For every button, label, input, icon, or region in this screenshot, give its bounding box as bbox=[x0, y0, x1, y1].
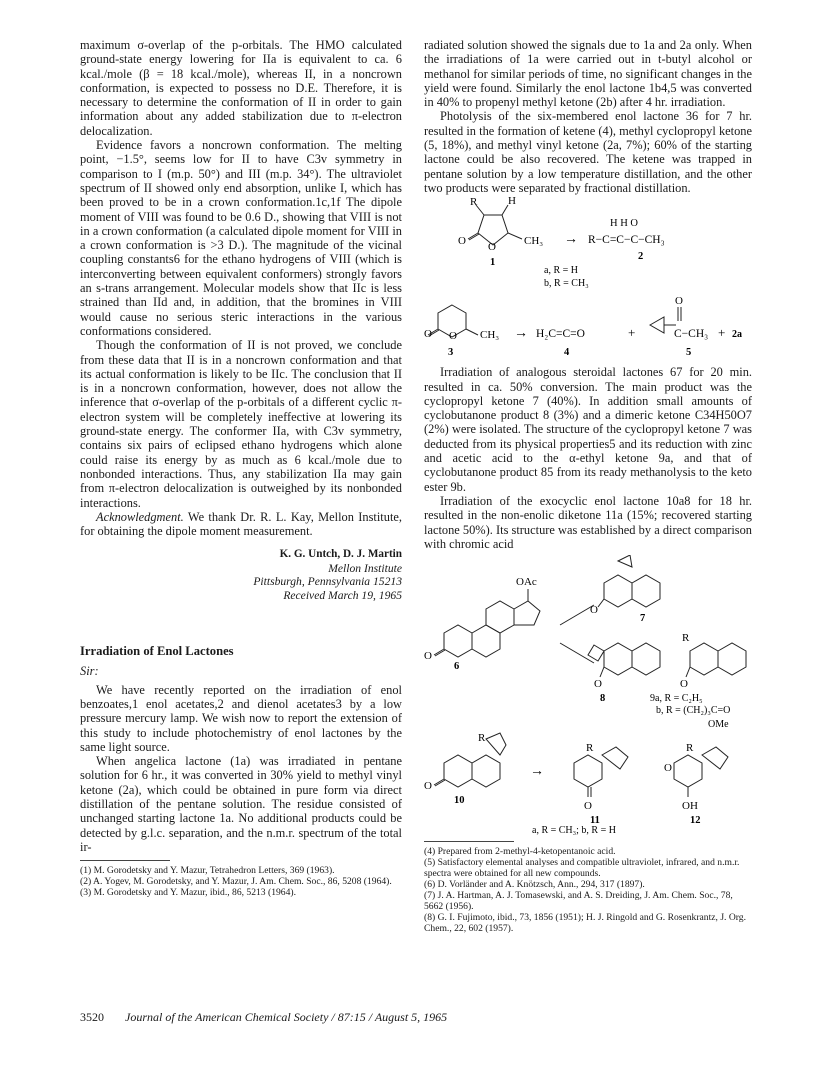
article-title: Irradiation of Enol Lactones bbox=[80, 644, 234, 659]
ome-label: OMe bbox=[708, 719, 729, 731]
oac-label: OAc bbox=[516, 576, 537, 589]
compound-number: 8 bbox=[600, 693, 606, 705]
ch3-label: CH₃ bbox=[480, 329, 500, 342]
plus-sign: + bbox=[628, 325, 636, 341]
oh-label: OH bbox=[682, 800, 698, 813]
substituent-a: a, R = H bbox=[544, 265, 578, 277]
footnote: (3) M. Gorodetsky and Y. Mazur, ibid., 86, 5213 (1964). bbox=[80, 887, 296, 899]
footnote-rule bbox=[80, 860, 170, 861]
r-label: R bbox=[470, 196, 478, 209]
o-label: O bbox=[590, 604, 598, 617]
salutation: Sir: bbox=[80, 664, 99, 679]
h-label: H bbox=[508, 195, 516, 208]
o-label: O bbox=[424, 650, 432, 663]
compound-number: 6 bbox=[454, 661, 460, 673]
paragraph: Though the conformation of II is not proved, we conclude from these data that II is in a noncrown conformation and that its actual conformation is likely to be IIc. The conclusion that II is in a noncrown conformation, however, does not allow the inference that σ-overlap of the p-orbitals of a different cyclic π-electron system will be completely ineffective at lowering its ground-state energy. The conformer IIa, with C3v symmetry, contains six pairs of eclipsed ethano hydrogens which alone could raise its energy by as much as 6 kcal./mole due to nonbonded interactions. Thus, any stabilization IIa may gain from π-electron delocalization is outweighed by its nonbonded interactions. bbox=[80, 338, 402, 510]
o-label: O bbox=[680, 678, 688, 691]
paragraph: When angelica lactone (1a) was irradiated in pentane solution for 6 hr., it was converted in 30% yield to methyl vinyl ketone (2a), which could be obtained in pure form via direct distillation of the pentane solution. The residue consisted of unchanged starting lactone 1a. No additional products could be detected by g.l.c. separation, and the n.m.r. spectrum of the total ir- bbox=[80, 754, 402, 854]
reaction-arrow: → bbox=[514, 326, 528, 342]
r-label: R bbox=[478, 732, 486, 745]
author-signature bbox=[80, 548, 402, 602]
footnote: (6) D. Vorländer and A. Knötzsch, Ann., 294, 317 (1897). bbox=[424, 879, 645, 891]
author-names: K. G. Untch, D. J. Martin bbox=[279, 548, 402, 561]
footnote-rule bbox=[424, 841, 514, 842]
paragraph: radiated solution showed the signals due to 1a and 2a only. When the irradiations of 1a were carried out in t-butyl alcohol or methanol for similar periods of time, no significant changes in the yield were found. Similarly the enol lactone 1b4,5 was converted in 40% to propenyl methyl ketone (2b) after 4 hr. irradiation. bbox=[424, 38, 752, 110]
plus-sign: + bbox=[718, 325, 726, 341]
compound-number: 3 bbox=[448, 347, 454, 359]
footnote: (4) Prepared from 2-methyl-4-ketopentanoic acid. bbox=[424, 846, 616, 858]
paragraph: Irradiation of analogous steroidal lactones 67 for 20 min. resulted in ca. 50% conversion. The main product was the cyclopropyl ketone 7 (40%). In addition small amounts of cyclobutanone product 8 (3%) and a dimeric ketone C34H50O7 (2%) were isolated. The structure of the cyclopropyl ketone 7 was deducted from its physical properties5 and its reduction with zinc and acetic acid to the α-ethyl ketone 9a, and that of cyclobutanone product 85 from its ready methanolysis to the keto ester 9b. bbox=[424, 365, 752, 494]
product-formula: R−C=C−C−CH₃ bbox=[588, 234, 665, 247]
o-label: O bbox=[675, 295, 683, 308]
compound-number: 2 bbox=[638, 251, 644, 263]
compound-number: 7 bbox=[640, 613, 646, 625]
acknowledgment bbox=[80, 510, 402, 539]
label-9a: 9a, R = C₂H₅ bbox=[650, 693, 703, 705]
reaction-arrow: → bbox=[564, 232, 578, 248]
o-label: O bbox=[488, 241, 496, 254]
paragraph: Irradiation of the exocyclic enol lactone 10a8 for 18 hr. resulted in the non-enolic diketone 11a (15%; recovered starting lactone 50%). Its structure was established by a direct comparison with chromic acid bbox=[424, 493, 752, 551]
r-label: R bbox=[682, 632, 690, 645]
reaction-arrow: → bbox=[530, 764, 544, 780]
compound-number: 12 bbox=[690, 815, 701, 827]
compound-ref: 2a bbox=[732, 329, 742, 341]
o-label: O bbox=[664, 762, 672, 775]
acknowledgment-text: We thank Dr. R. L. Kay, Mellon Institute, for obtaining the dipole moment measurement. bbox=[80, 509, 402, 539]
ch3-label: CH₃ bbox=[524, 235, 544, 248]
footnote: (1) M. Gorodetsky and Y. Mazur, Tetrahedron Letters, 369 (1963). bbox=[80, 865, 335, 877]
o-label: O bbox=[458, 235, 466, 248]
compound-number: 10 bbox=[454, 795, 465, 807]
footnote: (8) G. I. Fujimoto, ibid., 73, 1856 (1951); H. J. Ringold and G. Rosenkrantz, J. Org. Chem., 22, 602 (1957). bbox=[424, 912, 746, 935]
o-label: O bbox=[424, 328, 432, 341]
scheme-2-six-membered-lactone bbox=[424, 293, 752, 359]
o-label: O bbox=[449, 330, 457, 343]
footnote: (2) A. Yogev, M. Gorodetsky, and Y. Mazur, J. Am. Chem. Soc., 86, 5208 (1964). bbox=[80, 876, 392, 888]
o-label: O bbox=[594, 678, 602, 691]
compound-number: 4 bbox=[564, 347, 570, 359]
author-city: Pittsburgh, Pennsylvania 15213 bbox=[253, 575, 402, 589]
right-column bbox=[424, 38, 752, 934]
substituent-b: b, R = CH₃ bbox=[544, 278, 589, 290]
received-date: Received March 19, 1965 bbox=[283, 588, 402, 602]
journal-citation: Journal of the American Chemical Society / 87:15 / August 5, 1965 bbox=[125, 1010, 448, 1024]
ketone-formula: C−CH₃ bbox=[674, 328, 709, 341]
label-9b: b, R = (CH₂)₃C=O bbox=[656, 705, 731, 717]
compound-number: 5 bbox=[686, 347, 692, 359]
r-label: R bbox=[586, 742, 594, 755]
paragraph: Photolysis of the six-membered enol lactone 36 for 7 hr. resulted in the formation of ketene (4), methyl cyclopropyl ketone (5, 18%), and methyl vinyl ketone (2a, 7%); 60% of the starting lactone could be also recovered. The ketene was trapped in pentane solution by a low temperature distillation, and the other two products were separated by fractional distillation. bbox=[424, 109, 752, 195]
page-number: 3520 bbox=[80, 1010, 104, 1024]
scheme-4-exocyclic-lactone bbox=[424, 731, 752, 835]
scheme-3-steroidal-lactone bbox=[424, 555, 752, 731]
paragraph: Evidence favors a noncrown conformation. The melting point, −1.5°, seems low for II to have C3v symmetry in comparison to I (m.p. 50°) and III (m.p. 34°). The ultraviolet spectrum of II showed only end absorption, unlike I, which has been proved to be in a crown conformation.1c,1f The dipole moment of VIII was found to be 0.6 D., showing that VIII is not in a crown conformation (a calculated dipole moment for VIII in a crown conformation is >3 D.). The magnitude of the vicinal coupling constants6 for the ethano hydrogens of VIII (which is interconverting between equivalent conformers) strongly favors an s-trans arrangement. Molecular models show that IIc is less strained than IId and, in addition, that the bromines in VIII would cause no serious steric interactions in the various conformations considered. bbox=[80, 138, 402, 338]
product-substituents: H H O bbox=[610, 218, 638, 230]
o-label: O bbox=[584, 800, 592, 813]
substituent-legend: a, R = CH₃; b, R = H bbox=[532, 825, 616, 836]
footnote: (5) Satisfactory elemental analyses and compatible ultraviolet, infrared, and n.m.r. spectra were obtained for all new compounds. bbox=[424, 857, 740, 880]
o-label: O bbox=[424, 780, 432, 793]
footnote: (7) J. A. Hartman, A. J. Tomasewski, and A. S. Dreiding, J. Am. Chem. Soc., 78, 5662 (1956). bbox=[424, 890, 733, 913]
paragraph: maximum σ-overlap of the p-orbitals. The HMO calculated ground-state energy lowering for IIa is equivalent to ca. 6 kcal./mole (β = 18 kcal./mole), whereas II, in a noncrown conformation, is expected to possess no D.E. Therefore, it is necessary to determine the conformation of II in order to gain information about any added stabilization due to π-electron delocalization. bbox=[80, 38, 402, 138]
r-label: R bbox=[686, 742, 694, 755]
paragraph: We have recently reported on the irradiation of enol benzoates,1 enol acetates,2 and dienol acetates3 by a low pressure mercury lamp. We wish now to report the extension of this study to include photochemistry of enol lactones by the same light source. bbox=[80, 682, 402, 754]
acknowledgment-label: Acknowledgment. bbox=[96, 509, 184, 524]
compound-number: 11 bbox=[590, 815, 600, 827]
left-column bbox=[80, 38, 402, 898]
compound-number: 1 bbox=[490, 257, 496, 269]
author-institution: Mellon Institute bbox=[328, 561, 402, 575]
ketene-formula: H₂C=C=O bbox=[536, 328, 585, 341]
scheme-1-enol-lactone bbox=[424, 195, 752, 293]
page-footer bbox=[80, 1010, 447, 1025]
